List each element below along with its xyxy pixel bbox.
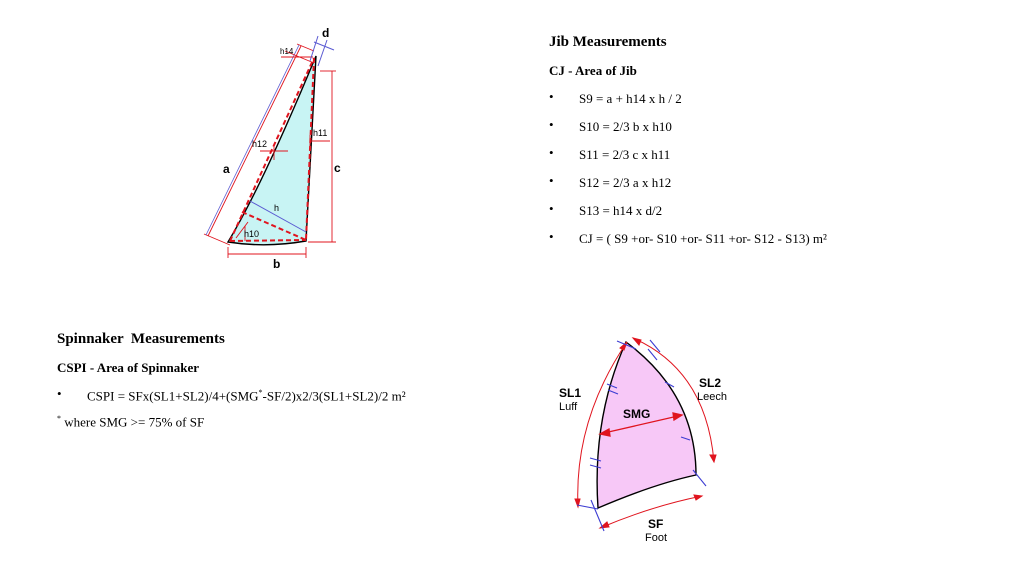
jib-label-b: b (273, 257, 281, 271)
spinnaker-label-leech: Leech (697, 391, 727, 403)
spinnaker-formula-item (57, 388, 517, 408)
spinnaker-formula-suffix: -SF/2)x2/3(SL1+SL2)/2 m² (262, 388, 406, 404)
spinnaker-label-foot: Foot (645, 532, 668, 544)
spinnaker-label-luff: Luff (559, 401, 578, 413)
jib-formula-s10: S10 = 2/3 b x h10 (579, 119, 672, 134)
bullet: • (549, 89, 554, 104)
jib-title: Jib Measurements (549, 34, 667, 50)
jib-formula-s13: S13 = h14 x d/2 (579, 203, 663, 218)
jib-label-h12: h12 (252, 139, 268, 149)
jib-label-c: c (334, 161, 341, 175)
jib-formula-list (549, 91, 949, 259)
bullet: • (549, 201, 554, 216)
jib-formula-s11: S11 = 2/3 c x h11 (579, 147, 671, 162)
bullet: • (549, 173, 554, 188)
jib-formula-cj: CJ = ( S9 +or- S10 +or- S11 +or- S12 - S13) m² (579, 231, 827, 246)
bullet: • (549, 145, 554, 160)
spinnaker-title: Spinnaker Measurements (57, 331, 225, 347)
jib-label-a: a (223, 162, 230, 176)
bullet: • (549, 117, 554, 132)
spinnaker-note-asterisk: * (57, 414, 61, 423)
list-item (549, 203, 949, 231)
list-item (549, 119, 949, 147)
list-item (549, 91, 949, 119)
list-item (549, 147, 949, 175)
bullet: • (549, 229, 554, 244)
bullet: • (57, 386, 62, 401)
spinnaker-formula-cspi (87, 388, 406, 404)
spinnaker-formula-asterisk: * (258, 388, 263, 397)
spinnaker-note (57, 414, 204, 430)
spinnaker-formula-prefix: CSPI = SFx(SL1+SL2)/4+(SMG (87, 388, 259, 404)
spinnaker-label-smg: SMG (623, 407, 651, 421)
jib-formula-s12: S12 = 2/3 a x h12 (579, 175, 672, 190)
jib-b-dimension (228, 247, 306, 258)
jib-label-h14: h14 (280, 47, 294, 56)
spinnaker-subtitle: CSPI - Area of Spinnaker (57, 360, 200, 375)
jib-label-h: h (274, 203, 280, 213)
list-item (549, 175, 949, 203)
spinnaker-label-sf: SF (648, 517, 664, 531)
jib-label-h11: h11 (313, 128, 328, 138)
spinnaker-note-text: where SMG >= 75% of SF (61, 414, 205, 430)
list-item (549, 231, 949, 259)
jib-formula-s9: S9 = a + h14 x h / 2 (579, 91, 682, 106)
spinnaker-label-sl2: SL2 (699, 376, 722, 390)
jib-label-d: d (322, 26, 330, 40)
jib-subtitle: CJ - Area of Jib (549, 63, 637, 78)
spinnaker-label-sl1: SL1 (559, 386, 582, 400)
jib-label-h10: h10 (244, 229, 260, 239)
